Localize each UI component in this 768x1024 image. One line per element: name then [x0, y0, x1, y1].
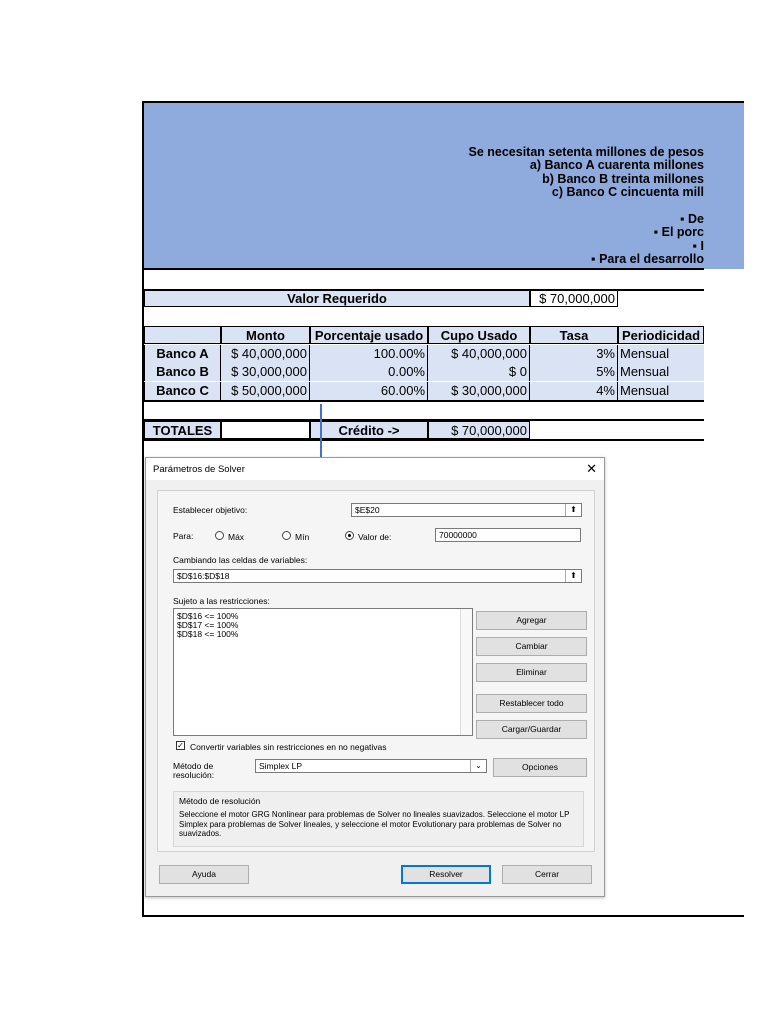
- cupo-cell[interactable]: $ 30,000,000: [428, 382, 530, 400]
- metodo-label: resolución:: [173, 770, 215, 780]
- chevron-down-icon[interactable]: ⌄: [470, 760, 486, 772]
- metodo-label: Método de: [173, 761, 214, 771]
- periodicidad-cell[interactable]: Mensual: [618, 382, 704, 400]
- porcentaje-cell[interactable]: 100.00%: [310, 345, 428, 363]
- range-picker-icon[interactable]: ⬆: [565, 504, 581, 516]
- method-value: Simplex LP: [259, 761, 302, 771]
- arrow-connector: [320, 404, 322, 460]
- banner-line: ▪ I: [692, 239, 704, 253]
- help-button[interactable]: Ayuda: [159, 865, 249, 884]
- banner-line: b) Banco B treinta millones: [542, 172, 704, 186]
- credito-label[interactable]: Crédito ->: [310, 421, 428, 439]
- valor-requerido-value[interactable]: $ 70,000,000: [530, 289, 618, 307]
- constraint-item[interactable]: $D$17 <= 100%: [177, 620, 239, 630]
- variable-cells-value: $D$16:$D$18: [177, 571, 230, 581]
- method-select[interactable]: [255, 759, 487, 773]
- periodicidad-cell[interactable]: Mensual: [618, 345, 704, 363]
- valor-field[interactable]: 70000000: [435, 528, 581, 542]
- nonnegative-checkbox[interactable]: ✓: [177, 741, 184, 750]
- row-divider: [144, 289, 704, 291]
- header-cell-monto[interactable]: Monto: [221, 326, 310, 344]
- tasa-cell[interactable]: 3%: [530, 345, 618, 363]
- header-cell-cupo[interactable]: Cupo Usado: [428, 326, 530, 344]
- radio-valor-label[interactable]: Valor de:: [358, 532, 392, 542]
- banner-line: ▪ De: [680, 212, 704, 226]
- banner-line: ▪ Para el desarrollo: [591, 252, 704, 266]
- objective-field[interactable]: [351, 503, 582, 517]
- cupo-cell[interactable]: $ 40,000,000: [428, 345, 530, 363]
- bank-name-cell[interactable]: Banco C: [144, 382, 221, 400]
- constraint-item[interactable]: $D$16 <= 100%: [177, 611, 239, 621]
- method-description-box: [173, 791, 584, 847]
- delete-constraint-button[interactable]: Eliminar: [476, 663, 587, 682]
- close-button[interactable]: Cerrar: [502, 865, 592, 884]
- dialog-titlebar[interactable]: [146, 458, 604, 480]
- bank-name-cell[interactable]: Banco A: [144, 345, 221, 363]
- porcentaje-cell[interactable]: 0.00%: [310, 363, 428, 381]
- cupo-cell[interactable]: $ 0: [428, 363, 530, 381]
- totales-label[interactable]: TOTALES: [144, 421, 221, 439]
- header-cell-periodicidad[interactable]: Periodicidad: [618, 326, 704, 344]
- constraints-listbox[interactable]: [173, 608, 473, 736]
- dialog-title: Parámetros de Solver: [153, 464, 245, 475]
- range-picker-icon[interactable]: ⬆: [565, 570, 581, 582]
- header-cell-tasa[interactable]: Tasa: [530, 326, 618, 344]
- radio-min[interactable]: [282, 531, 291, 540]
- monto-cell[interactable]: $ 50,000,000: [221, 382, 310, 400]
- solver-parameters-dialog: [145, 457, 605, 897]
- close-icon[interactable]: ✕: [586, 461, 597, 476]
- problem-statement-banner: [144, 103, 744, 269]
- objective-label: Establecer objetivo:: [173, 505, 248, 515]
- radio-max-label[interactable]: Máx: [228, 532, 245, 542]
- tasa-cell[interactable]: 5%: [530, 363, 618, 381]
- para-label: Para:: [173, 531, 194, 541]
- banner-line: ▪ El porc: [653, 225, 704, 239]
- dialog-body: [157, 490, 595, 852]
- radio-max[interactable]: [215, 531, 224, 540]
- header-cell-blank[interactable]: [144, 326, 221, 344]
- constraint-item[interactable]: $D$18 <= 100%: [177, 629, 239, 639]
- restricciones-label: Sujeto a las restricciones:: [173, 596, 270, 606]
- reset-all-button[interactable]: Restablecer todo: [476, 694, 587, 713]
- nonnegative-label[interactable]: Convertir variables sin restricciones en no negativas: [190, 742, 387, 752]
- banner-line: Se necesitan setenta millones de pesos: [468, 145, 704, 159]
- monto-cell[interactable]: $ 40,000,000: [221, 345, 310, 363]
- periodicidad-cell[interactable]: Mensual: [618, 363, 704, 381]
- porcentaje-cell[interactable]: 60.00%: [310, 382, 428, 400]
- bank-name-cell[interactable]: Banco B: [144, 363, 221, 381]
- monto-cell[interactable]: $ 30,000,000: [221, 363, 310, 381]
- description-title: Método de resolución: [179, 796, 261, 806]
- totales-empty-cell[interactable]: [221, 421, 310, 439]
- row-divider: [144, 439, 704, 441]
- variable-cells-field[interactable]: [173, 569, 582, 583]
- description-text: Seleccione el motor GRG Nonlinear para problemas de Solver no lineales suavizados. Seleccione el motor LP Simplex para problemas de Solver lineales, y seleccione el motor Evolutionary para problemas de Solver no suavizados.: [179, 810, 570, 838]
- valor-requerido-label[interactable]: Valor Requerido: [144, 289, 530, 307]
- banner-line: c) Banco C cincuenta mill: [551, 185, 704, 199]
- tasa-cell[interactable]: 4%: [530, 382, 618, 400]
- row-divider: [144, 268, 704, 270]
- options-button[interactable]: Opciones: [493, 758, 587, 777]
- solve-button[interactable]: Resolver: [401, 865, 491, 884]
- row-divider: [144, 400, 704, 402]
- load-save-button[interactable]: Cargar/Guardar: [476, 720, 587, 739]
- scrollbar[interactable]: [460, 609, 472, 735]
- objective-value: $E$20: [355, 505, 380, 515]
- radio-valor[interactable]: [345, 531, 354, 540]
- cambiando-label: Cambiando las celdas de variables:: [173, 555, 308, 565]
- change-constraint-button[interactable]: Cambiar: [476, 637, 587, 656]
- header-cell-porcentaje[interactable]: Porcentaje usado: [310, 326, 428, 344]
- add-constraint-button[interactable]: Agregar: [476, 611, 587, 630]
- totales-value[interactable]: $ 70,000,000: [428, 421, 530, 439]
- radio-min-label[interactable]: Mín: [295, 532, 310, 542]
- banner-line: a) Banco A cuarenta millones: [529, 158, 704, 172]
